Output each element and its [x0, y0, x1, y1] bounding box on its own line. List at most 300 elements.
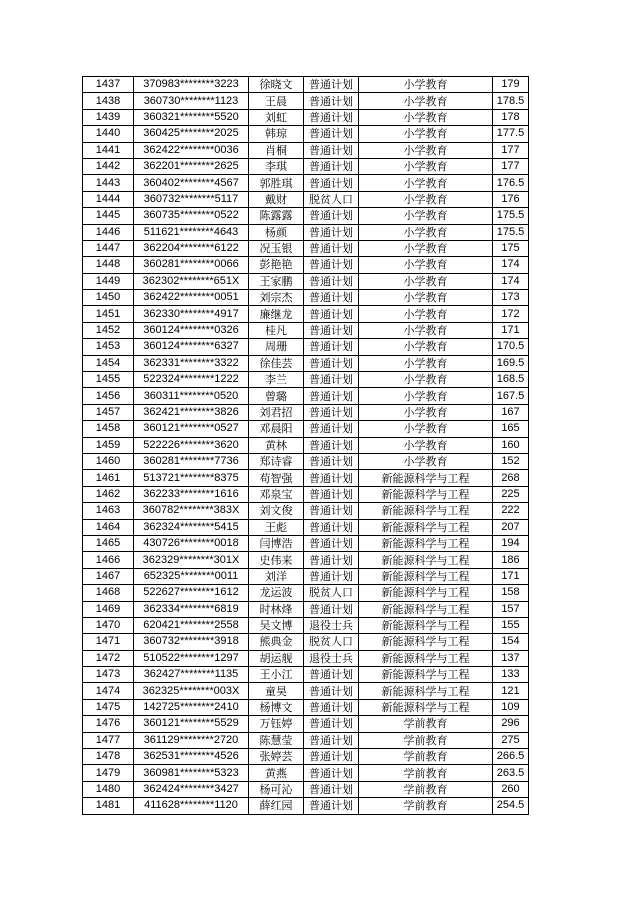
major-cell: 新能源科学与工程	[359, 585, 493, 601]
name-cell: 徐佳芸	[249, 355, 304, 371]
name-cell: 杨可沁	[249, 781, 304, 797]
major-cell: 新能源科学与工程	[359, 486, 493, 502]
name-cell: 肖桐	[249, 142, 304, 158]
id-number-cell: 362324********5415	[134, 519, 249, 535]
plan-type-cell: 普通计划	[304, 404, 359, 420]
plan-type-cell: 普通计划	[304, 93, 359, 109]
table-row	[83, 306, 529, 322]
table-row	[83, 568, 529, 584]
plan-type-cell: 普通计划	[304, 749, 359, 765]
table-row	[83, 290, 529, 306]
id-number-cell: 142725********2410	[134, 699, 249, 715]
table-row	[83, 224, 529, 240]
table-row	[83, 765, 529, 781]
row-number-cell: 1454	[83, 355, 134, 371]
major-cell: 新能源科学与工程	[359, 617, 493, 633]
id-number-cell: 511621********4643	[134, 224, 249, 240]
id-number-cell: 522627********1612	[134, 585, 249, 601]
major-cell: 新能源科学与工程	[359, 503, 493, 519]
score-cell: 260	[493, 781, 529, 797]
table-row	[83, 109, 529, 125]
plan-type-cell: 普通计划	[304, 781, 359, 797]
plan-type-cell: 脱贫人口	[304, 191, 359, 207]
row-number-cell: 1475	[83, 699, 134, 715]
score-cell: 194	[493, 535, 529, 551]
name-cell: 龙运波	[249, 585, 304, 601]
name-cell: 邓晨阳	[249, 421, 304, 437]
name-cell: 刘虹	[249, 109, 304, 125]
score-cell: 176.5	[493, 175, 529, 191]
row-number-cell: 1460	[83, 453, 134, 469]
plan-type-cell: 脱贫人口	[304, 634, 359, 650]
id-number-cell: 360425********2025	[134, 126, 249, 142]
row-number-cell: 1473	[83, 667, 134, 683]
id-number-cell: 362531********4526	[134, 749, 249, 765]
table-row	[83, 142, 529, 158]
row-number-cell: 1462	[83, 486, 134, 502]
table-row	[83, 781, 529, 797]
plan-type-cell: 普通计划	[304, 486, 359, 502]
row-number-cell: 1457	[83, 404, 134, 420]
id-number-cell: 360124********6327	[134, 339, 249, 355]
name-cell: 邓泉宝	[249, 486, 304, 502]
plan-type-cell: 普通计划	[304, 732, 359, 748]
name-cell: 薛红园	[249, 798, 304, 814]
plan-type-cell: 脱贫人口	[304, 585, 359, 601]
major-cell: 学前教育	[359, 749, 493, 765]
table-row	[83, 749, 529, 765]
name-cell: 况玉银	[249, 240, 304, 256]
row-number-cell: 1477	[83, 732, 134, 748]
plan-type-cell: 普通计划	[304, 519, 359, 535]
plan-type-cell: 普通计划	[304, 552, 359, 568]
plan-type-cell: 普通计划	[304, 77, 359, 93]
score-cell: 178.5	[493, 93, 529, 109]
plan-type-cell: 普通计划	[304, 798, 359, 814]
name-cell: 刘君招	[249, 404, 304, 420]
row-number-cell: 1456	[83, 388, 134, 404]
major-cell: 新能源科学与工程	[359, 634, 493, 650]
row-number-cell: 1444	[83, 191, 134, 207]
plan-type-cell: 普通计划	[304, 601, 359, 617]
plan-type-cell: 普通计划	[304, 453, 359, 469]
table-row	[83, 208, 529, 224]
plan-type-cell: 普通计划	[304, 126, 359, 142]
major-cell: 小学教育	[359, 372, 493, 388]
id-number-cell: 360311********0520	[134, 388, 249, 404]
major-cell: 小学教育	[359, 93, 493, 109]
name-cell: 廉继龙	[249, 306, 304, 322]
id-number-cell: 361129********2720	[134, 732, 249, 748]
score-cell: 175.5	[493, 224, 529, 240]
major-cell: 小学教育	[359, 240, 493, 256]
name-cell: 史伟来	[249, 552, 304, 568]
score-cell: 167.5	[493, 388, 529, 404]
row-number-cell: 1478	[83, 749, 134, 765]
row-number-cell: 1437	[83, 77, 134, 93]
score-cell: 175.5	[493, 208, 529, 224]
name-cell: 周珊	[249, 339, 304, 355]
major-cell: 小学教育	[359, 191, 493, 207]
table-row	[83, 77, 529, 93]
major-cell: 学前教育	[359, 798, 493, 814]
plan-type-cell: 普通计划	[304, 470, 359, 486]
major-cell: 小学教育	[359, 306, 493, 322]
major-cell: 新能源科学与工程	[359, 650, 493, 666]
score-cell: 174	[493, 257, 529, 273]
plan-type-cell: 普通计划	[304, 699, 359, 715]
table-row	[83, 355, 529, 371]
table-row	[83, 126, 529, 142]
name-cell: 吴文博	[249, 617, 304, 633]
id-number-cell: 652325********0011	[134, 568, 249, 584]
plan-type-cell: 普通计划	[304, 142, 359, 158]
plan-type-cell: 普通计划	[304, 257, 359, 273]
table-row	[83, 421, 529, 437]
row-number-cell: 1455	[83, 372, 134, 388]
name-cell: 曾璐	[249, 388, 304, 404]
name-cell: 陈露露	[249, 208, 304, 224]
id-number-cell: 360121********5529	[134, 716, 249, 732]
plan-type-cell: 普通计划	[304, 667, 359, 683]
score-cell: 154	[493, 634, 529, 650]
table-row	[83, 683, 529, 699]
plan-type-cell: 普通计划	[304, 240, 359, 256]
id-number-cell: 510522********1297	[134, 650, 249, 666]
major-cell: 小学教育	[359, 126, 493, 142]
score-cell: 169.5	[493, 355, 529, 371]
score-cell: 168.5	[493, 372, 529, 388]
major-cell: 学前教育	[359, 765, 493, 781]
row-number-cell: 1471	[83, 634, 134, 650]
row-number-cell: 1448	[83, 257, 134, 273]
id-number-cell: 362427********1135	[134, 667, 249, 683]
plan-type-cell: 普通计划	[304, 535, 359, 551]
major-cell: 新能源科学与工程	[359, 552, 493, 568]
major-cell: 小学教育	[359, 355, 493, 371]
id-number-cell: 360732********3918	[134, 634, 249, 650]
major-cell: 小学教育	[359, 404, 493, 420]
row-number-cell: 1459	[83, 437, 134, 453]
row-number-cell: 1464	[83, 519, 134, 535]
id-number-cell: 362330********4917	[134, 306, 249, 322]
major-cell: 新能源科学与工程	[359, 699, 493, 715]
score-cell: 176	[493, 191, 529, 207]
id-number-cell: 362422********0051	[134, 290, 249, 306]
row-number-cell: 1441	[83, 142, 134, 158]
name-cell: 桂凡	[249, 322, 304, 338]
score-cell: 133	[493, 667, 529, 683]
row-number-cell: 1451	[83, 306, 134, 322]
table-row	[83, 470, 529, 486]
major-cell: 小学教育	[359, 437, 493, 453]
table-row	[83, 322, 529, 338]
name-cell: 郭胜琪	[249, 175, 304, 191]
score-cell: 222	[493, 503, 529, 519]
table-row	[83, 601, 529, 617]
plan-type-cell: 普通计划	[304, 290, 359, 306]
score-cell: 152	[493, 453, 529, 469]
id-number-cell: 411628********1120	[134, 798, 249, 814]
table-row	[83, 273, 529, 289]
row-number-cell: 1453	[83, 339, 134, 355]
id-number-cell: 360124********0326	[134, 322, 249, 338]
name-cell: 胡运舰	[249, 650, 304, 666]
score-cell: 157	[493, 601, 529, 617]
name-cell: 郑诗睿	[249, 453, 304, 469]
plan-type-cell: 普通计划	[304, 503, 359, 519]
row-number-cell: 1450	[83, 290, 134, 306]
score-cell: 165	[493, 421, 529, 437]
plan-type-cell: 普通计划	[304, 765, 359, 781]
id-number-cell: 360402********4567	[134, 175, 249, 191]
row-number-cell: 1466	[83, 552, 134, 568]
major-cell: 小学教育	[359, 388, 493, 404]
name-cell: 徐晓文	[249, 77, 304, 93]
plan-type-cell: 普通计划	[304, 273, 359, 289]
score-cell: 179	[493, 77, 529, 93]
row-number-cell: 1447	[83, 240, 134, 256]
id-number-cell: 360281********7736	[134, 453, 249, 469]
id-number-cell: 362331********3322	[134, 355, 249, 371]
row-number-cell: 1480	[83, 781, 134, 797]
name-cell: 王彪	[249, 519, 304, 535]
plan-type-cell: 普通计划	[304, 421, 359, 437]
id-number-cell: 362204********6122	[134, 240, 249, 256]
plan-type-cell: 普通计划	[304, 158, 359, 174]
score-cell: 178	[493, 109, 529, 125]
id-number-cell: 362233********1616	[134, 486, 249, 502]
row-number-cell: 1439	[83, 109, 134, 125]
id-number-cell: 360732********5117	[134, 191, 249, 207]
major-cell: 小学教育	[359, 142, 493, 158]
table-row	[83, 535, 529, 551]
name-cell: 韩琼	[249, 126, 304, 142]
plan-type-cell: 普通计划	[304, 388, 359, 404]
score-cell: 155	[493, 617, 529, 633]
score-cell: 296	[493, 716, 529, 732]
name-cell: 彭艳艳	[249, 257, 304, 273]
table-row	[83, 798, 529, 814]
major-cell: 小学教育	[359, 322, 493, 338]
score-cell: 170.5	[493, 339, 529, 355]
plan-type-cell: 普通计划	[304, 175, 359, 191]
name-cell: 时林烽	[249, 601, 304, 617]
score-cell: 109	[493, 699, 529, 715]
major-cell: 学前教育	[359, 716, 493, 732]
id-number-cell: 362325********003X	[134, 683, 249, 699]
table-row	[83, 486, 529, 502]
table-row	[83, 634, 529, 650]
score-cell: 225	[493, 486, 529, 502]
score-cell: 177	[493, 158, 529, 174]
major-cell: 小学教育	[359, 224, 493, 240]
score-cell: 207	[493, 519, 529, 535]
table-row	[83, 404, 529, 420]
id-number-cell: 522324********1222	[134, 372, 249, 388]
score-cell: 173	[493, 290, 529, 306]
name-cell: 黄燕	[249, 765, 304, 781]
table-row	[83, 519, 529, 535]
id-number-cell: 360735********0522	[134, 208, 249, 224]
id-number-cell: 360121********0527	[134, 421, 249, 437]
table-row	[83, 257, 529, 273]
row-number-cell: 1468	[83, 585, 134, 601]
major-cell: 小学教育	[359, 77, 493, 93]
score-cell: 268	[493, 470, 529, 486]
name-cell: 张婷芸	[249, 749, 304, 765]
row-number-cell: 1479	[83, 765, 134, 781]
score-cell: 254.5	[493, 798, 529, 814]
table-row	[83, 699, 529, 715]
id-number-cell: 360730********1123	[134, 93, 249, 109]
name-cell: 苟智强	[249, 470, 304, 486]
score-cell: 266.5	[493, 749, 529, 765]
name-cell: 万钰婷	[249, 716, 304, 732]
row-number-cell: 1461	[83, 470, 134, 486]
table-row	[83, 453, 529, 469]
table-row	[83, 667, 529, 683]
row-number-cell: 1446	[83, 224, 134, 240]
row-number-cell: 1449	[83, 273, 134, 289]
row-number-cell: 1443	[83, 175, 134, 191]
table-row	[83, 388, 529, 404]
major-cell: 新能源科学与工程	[359, 519, 493, 535]
name-cell: 杨博文	[249, 699, 304, 715]
major-cell: 小学教育	[359, 257, 493, 273]
id-number-cell: 362422********0036	[134, 142, 249, 158]
table-body	[83, 77, 529, 815]
plan-type-cell: 普通计划	[304, 339, 359, 355]
major-cell: 学前教育	[359, 781, 493, 797]
id-number-cell: 522226********3620	[134, 437, 249, 453]
row-number-cell: 1476	[83, 716, 134, 732]
score-cell: 167	[493, 404, 529, 420]
id-number-cell: 362421********3826	[134, 404, 249, 420]
id-number-cell: 362424********3427	[134, 781, 249, 797]
name-cell: 王小江	[249, 667, 304, 683]
table-row	[83, 158, 529, 174]
row-number-cell: 1467	[83, 568, 134, 584]
name-cell: 王家鹏	[249, 273, 304, 289]
score-cell: 171	[493, 568, 529, 584]
plan-type-cell: 普通计划	[304, 355, 359, 371]
row-number-cell: 1470	[83, 617, 134, 633]
major-cell: 新能源科学与工程	[359, 470, 493, 486]
table-row	[83, 716, 529, 732]
score-cell: 158	[493, 585, 529, 601]
score-cell: 121	[493, 683, 529, 699]
plan-type-cell: 普通计划	[304, 372, 359, 388]
name-cell: 熊典金	[249, 634, 304, 650]
major-cell: 小学教育	[359, 290, 493, 306]
plan-type-cell: 普通计划	[304, 716, 359, 732]
major-cell: 小学教育	[359, 273, 493, 289]
score-cell: 263.5	[493, 765, 529, 781]
name-cell: 闫博浩	[249, 535, 304, 551]
table-row	[83, 339, 529, 355]
row-number-cell: 1469	[83, 601, 134, 617]
id-number-cell: 430726********0018	[134, 535, 249, 551]
score-cell: 171	[493, 322, 529, 338]
table-row	[83, 503, 529, 519]
row-number-cell: 1474	[83, 683, 134, 699]
major-cell: 小学教育	[359, 175, 493, 191]
name-cell: 王晨	[249, 93, 304, 109]
plan-type-cell: 普通计划	[304, 322, 359, 338]
table-row	[83, 732, 529, 748]
major-cell: 新能源科学与工程	[359, 535, 493, 551]
table-row	[83, 372, 529, 388]
table-row	[83, 93, 529, 109]
id-number-cell: 362334********6819	[134, 601, 249, 617]
admission-table	[82, 76, 529, 815]
name-cell: 黄林	[249, 437, 304, 453]
id-number-cell: 370983********3223	[134, 77, 249, 93]
plan-type-cell: 普通计划	[304, 208, 359, 224]
row-number-cell: 1445	[83, 208, 134, 224]
name-cell: 刘文俊	[249, 503, 304, 519]
plan-type-cell: 普通计划	[304, 109, 359, 125]
id-number-cell: 360782********383X	[134, 503, 249, 519]
score-cell: 177.5	[493, 126, 529, 142]
row-number-cell: 1440	[83, 126, 134, 142]
row-number-cell: 1438	[83, 93, 134, 109]
score-cell: 172	[493, 306, 529, 322]
row-number-cell: 1458	[83, 421, 134, 437]
score-cell: 174	[493, 273, 529, 289]
id-number-cell: 513721********8375	[134, 470, 249, 486]
plan-type-cell: 普通计划	[304, 683, 359, 699]
score-cell: 160	[493, 437, 529, 453]
id-number-cell: 362329********301X	[134, 552, 249, 568]
score-cell: 186	[493, 552, 529, 568]
name-cell: 童昊	[249, 683, 304, 699]
major-cell: 小学教育	[359, 421, 493, 437]
name-cell: 陈慧莹	[249, 732, 304, 748]
major-cell: 新能源科学与工程	[359, 683, 493, 699]
plan-type-cell: 普通计划	[304, 568, 359, 584]
name-cell: 刘宗杰	[249, 290, 304, 306]
row-number-cell: 1452	[83, 322, 134, 338]
id-number-cell: 360281********0066	[134, 257, 249, 273]
row-number-cell: 1465	[83, 535, 134, 551]
major-cell: 小学教育	[359, 158, 493, 174]
id-number-cell: 620421********2558	[134, 617, 249, 633]
plan-type-cell: 普通计划	[304, 437, 359, 453]
major-cell: 新能源科学与工程	[359, 667, 493, 683]
row-number-cell: 1463	[83, 503, 134, 519]
plan-type-cell: 退役士兵	[304, 617, 359, 633]
major-cell: 小学教育	[359, 109, 493, 125]
table-row	[83, 650, 529, 666]
id-number-cell: 362302********651X	[134, 273, 249, 289]
major-cell: 新能源科学与工程	[359, 601, 493, 617]
major-cell: 小学教育	[359, 453, 493, 469]
row-number-cell: 1481	[83, 798, 134, 814]
table-row	[83, 175, 529, 191]
name-cell: 杨颜	[249, 224, 304, 240]
row-number-cell: 1472	[83, 650, 134, 666]
score-cell: 175	[493, 240, 529, 256]
name-cell: 李兰	[249, 372, 304, 388]
plan-type-cell: 退役士兵	[304, 650, 359, 666]
id-number-cell: 360981********5323	[134, 765, 249, 781]
id-number-cell: 360321********5520	[134, 109, 249, 125]
major-cell: 小学教育	[359, 339, 493, 355]
major-cell: 小学教育	[359, 208, 493, 224]
major-cell: 学前教育	[359, 732, 493, 748]
